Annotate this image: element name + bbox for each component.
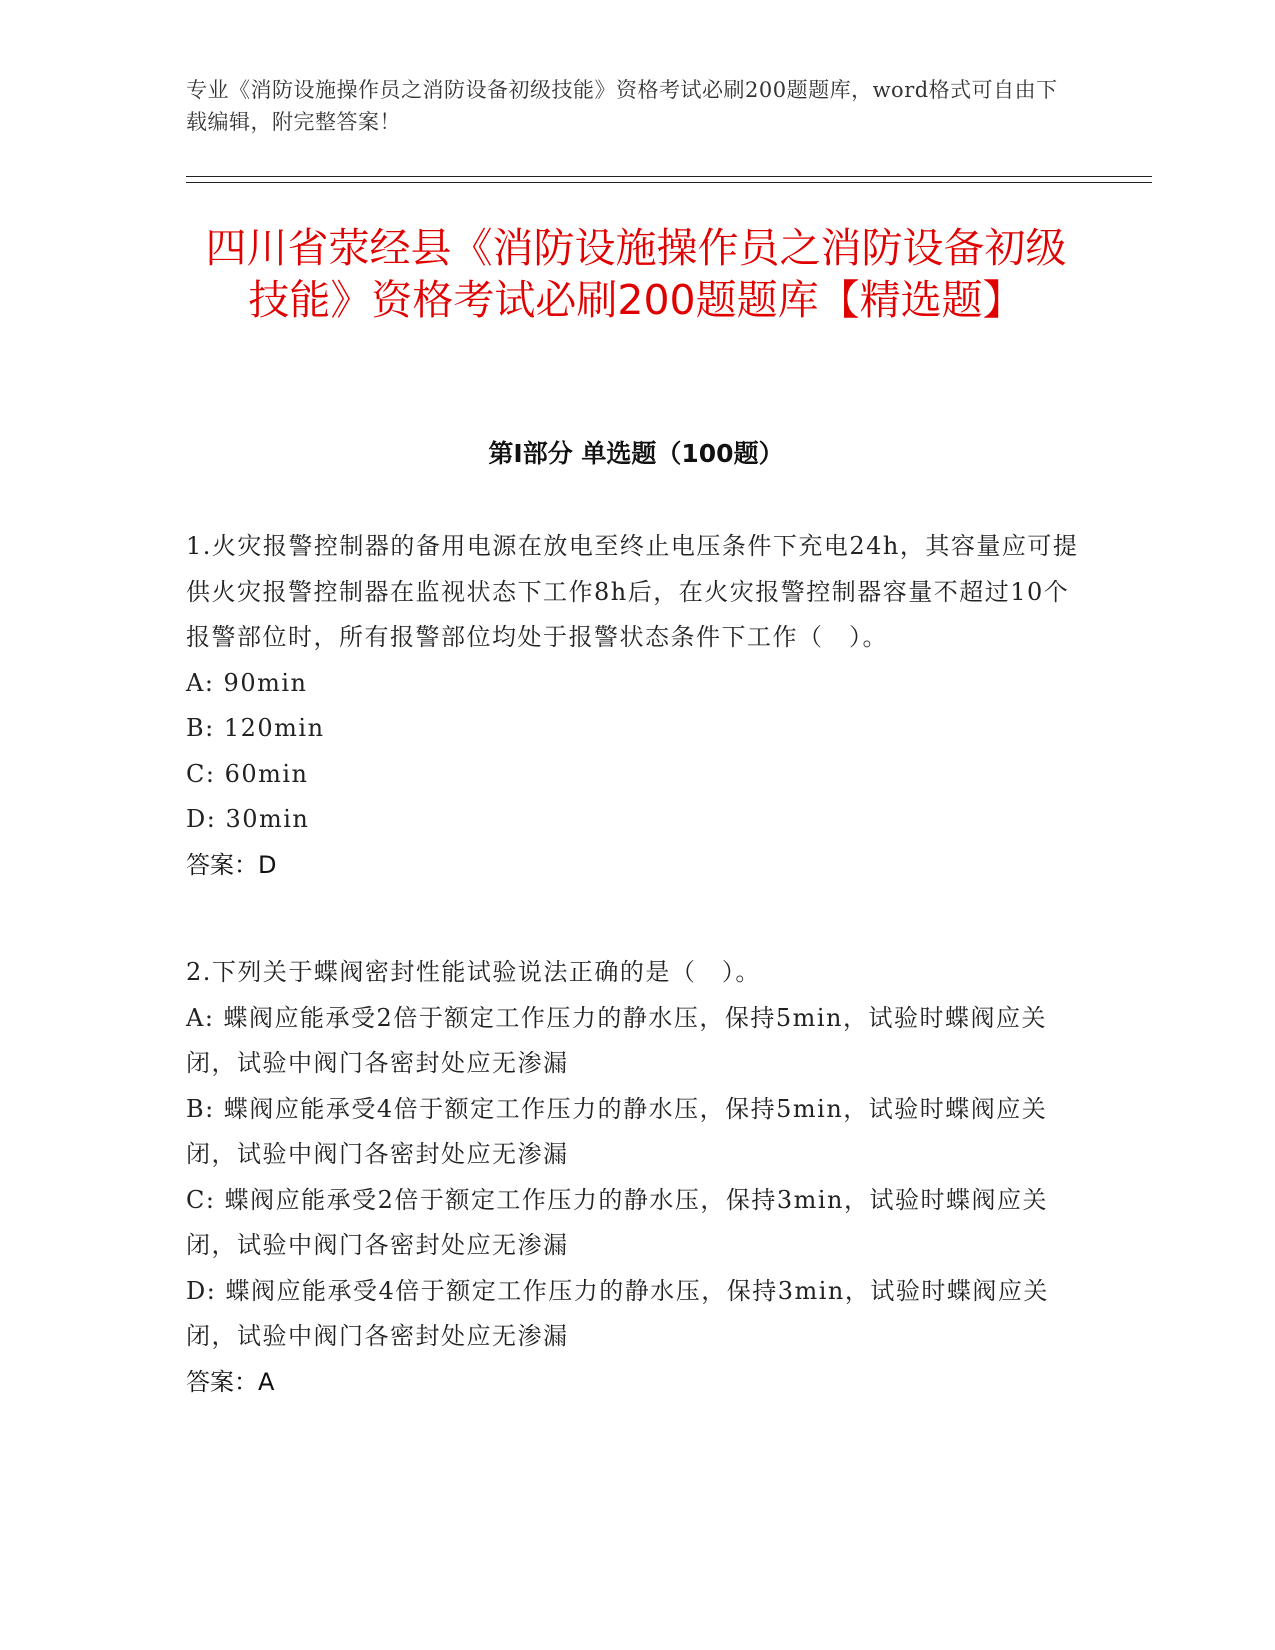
option-b: B: 蝶阀应能承受4倍于额定工作压力的静水压，保持5min，试验时蝶阀应关闭，试验中阀门各密封处应无渗漏 [186, 1094, 1048, 1168]
option-a: A: 蝶阀应能承受2倍于额定工作压力的静水压，保持5min，试验时蝶阀应关闭，试验中阀门各密封处应无渗漏 [186, 1003, 1047, 1077]
option-d: D: 蝶阀应能承受4倍于额定工作压力的静水压，保持3min，试验时蝶阀应关闭，试验中阀门各密封处应无渗漏 [186, 1276, 1049, 1350]
answer-text: 答案：D [186, 850, 277, 879]
answer-text: 答案：A [186, 1367, 275, 1396]
question-list [186, 524, 1086, 1467]
header-divider-bottom [186, 182, 1152, 183]
question-text: 1.火灾报警控制器的备用电源在放电至终止电压条件下充电24h，其容量应可提供火灾报警控制器在监视状态下工作8h后，在火灾报警控制器容量不超过10个报警部位时，所有报警部位均处于报警状态条件下工作（ ）。 [186, 532, 1079, 651]
question-item [186, 950, 1086, 1405]
question-text: 2.下列关于蝶阀密封性能试验说法正确的是（ ）。 [186, 958, 761, 986]
option-d: D: 30min [186, 805, 310, 833]
option-b: B: 120min [186, 714, 325, 742]
section-title: 第I部分 单选题（100题） [488, 439, 784, 468]
option-a: A: 90min [186, 668, 308, 697]
header-divider-top [186, 176, 1152, 177]
option-c: C: 蝶阀应能承受2倍于额定工作压力的静水压，保持3min，试验时蝶阀应关闭，试验中阀门各密封处应无渗漏 [186, 1185, 1049, 1259]
question-item [186, 524, 1086, 888]
header-note: 专业《消防设施操作员之消防设备初级技能》资格考试必刷200题题库，word格式可自由下载编辑，附完整答案！ [186, 78, 1058, 134]
option-c: C: 60min [186, 759, 309, 788]
document-title: 四川省荥经县《消防设施操作员之消防设备初级技能》资格考试必刷200题题库【精选题】 [205, 224, 1067, 324]
